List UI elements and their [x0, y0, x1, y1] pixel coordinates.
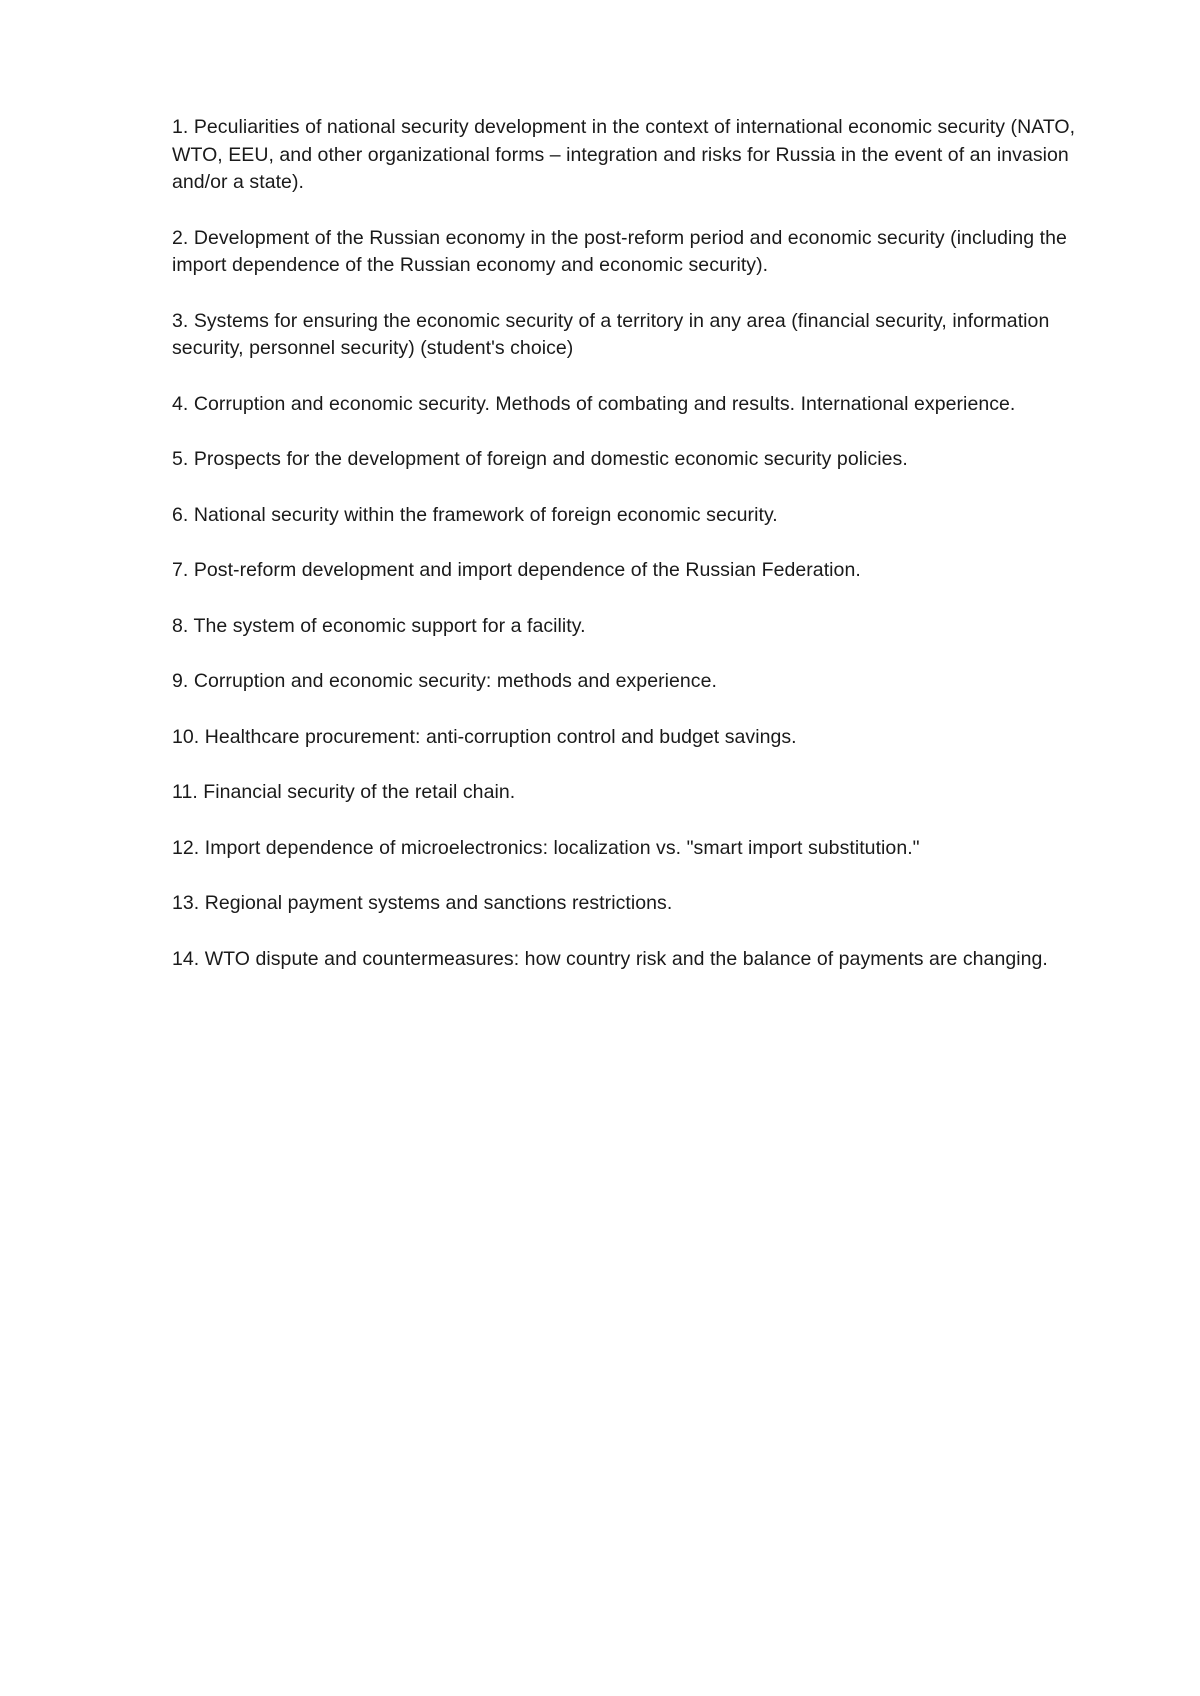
topic-item-13: 13. Regional payment systems and sanctions restrictions.: [172, 892, 673, 914]
topic-item-1: 1. Peculiarities of national security development in the context of international economic security (NATO, WTO, EEU, and other organizational forms – integration and risks for Russia in the event of an invasion and/or a state).: [172, 116, 1076, 193]
topic-item-8: 8. The system of economic support for a facility.: [172, 614, 586, 637]
topic-item-9: 9. Corruption and economic security: methods and experience.: [172, 670, 717, 692]
topic-item-10: 10. Healthcare procurement: anti-corruption control and budget savings.: [172, 725, 797, 748]
topic-list: [172, 114, 1122, 1001]
topic-item-14: 14. WTO dispute and countermeasures: how country risk and the balance of payments are changing.: [172, 947, 1048, 970]
topic-item-7: 7. Post-reform development and import dependence of the Russian Federation.: [172, 559, 861, 581]
topic-item-3: 3. Systems for ensuring the economic security of a territory in any area (financial security, information security, personnel security) (student's choice): [172, 309, 1050, 359]
topic-item-4: 4. Corruption and economic security. Methods of combating and results. International experience.: [172, 392, 1016, 415]
topic-item-6: 6. National security within the framework of foreign economic security.: [172, 503, 778, 526]
topic-item-12: 12. Import dependence of microelectronics: localization vs. "smart import substitution.": [172, 836, 920, 859]
topic-item-2: 2. Development of the Russian economy in the post-reform period and economic security (including the import dependence of the Russian economy and economic security).: [172, 226, 1067, 276]
topic-item-5: 5. Prospects for the development of foreign and domestic economic security policies.: [172, 448, 908, 470]
topic-item-11: 11. Financial security of the retail chain.: [172, 781, 516, 803]
